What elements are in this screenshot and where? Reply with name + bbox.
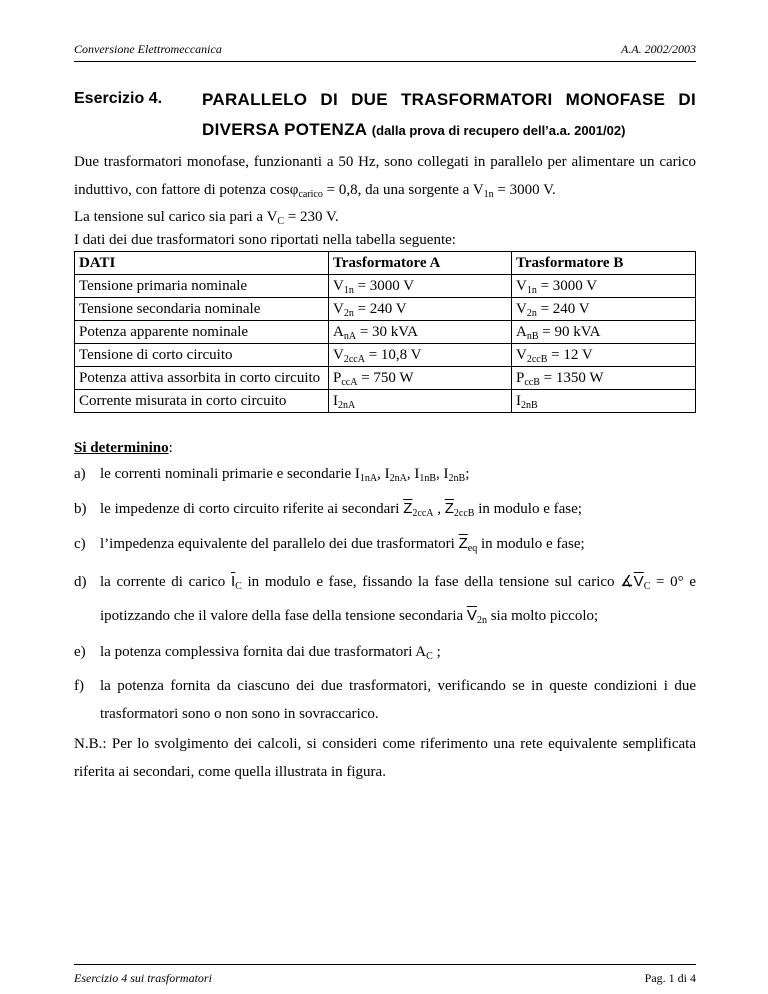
note-paragraph: N.B.: Per lo svolgimento dei calcoli, si consideri come riferimento una rete equivalente semplificata riferita ai secondari, come quella illustrata in figura. <box>74 736 696 780</box>
load-voltage-sentence: La tensione sul carico sia pari a $V_C = 230$ V. <box>74 209 339 227</box>
header-year: A.A. 2002/2003 <box>621 42 696 56</box>
transformer-data-table <box>74 251 696 413</box>
intro-paragraph: Due trasformatori monofase, funzionanti a 50 Hz, sono collegati in parallelo per alimentare un carico induttivo, con fattore di potenza cosφ$_{carico}$ = 0,8, da una sorgente a $V_{1n} = 3000$ V. <box>74 154 696 200</box>
table-row: Potenza apparente nominale $A_{nA} = 30$ kVA $A_{nB} = 90$ kVA <box>75 321 696 344</box>
list-item: f) la potenza fornita da ciascuno dei due trasformatori, verificando se in queste condizioni i due trasformatori sono o non sono in sovraccarico. <box>74 678 696 722</box>
list-item: a) le correnti nominali primarie e secondarie $I_{1nA}$, $I_{2nA}$, $I_{1nB}$, $I_{2nB}$; <box>74 466 470 484</box>
determine-heading: Si determinino: <box>74 440 173 456</box>
table-row: Tensione secondaria nominale $V_{2n} = 240$ V $V_{2n} = 240$ V <box>75 298 696 321</box>
table-row: Potenza attiva assorbita in corto circuito $P_{ccA} = 750$ W $P_{ccB} = 1350$ W <box>75 367 696 390</box>
page-footer <box>74 964 696 986</box>
list-item: b) le impedenze di corto circuito riferite ai secondari $\overline{Z}_{2ccA}$ , $\overline{Z}_{2ccB}$ in modulo e fase; <box>74 500 582 519</box>
title-note: (dalla prova di recupero dell’a.a. 2001/02) <box>371 123 626 138</box>
page-number: Pag. 1 di 4 <box>644 971 696 985</box>
title-line-2: DIVERSA POTENZA (dalla prova di recupero dell’a.a. 2001/02) <box>202 120 626 139</box>
page-header <box>74 42 696 62</box>
table-header-row <box>75 252 696 275</box>
table-header: Trasformatore A <box>329 252 512 275</box>
list-item: c) l’impedenza equivalente del parallelo dei due trasformatori $\overline{Z}_{eq}$ in modulo e fase; <box>74 535 585 554</box>
title-line-1: PARALLELO DI DUE TRASFORMATORI MONOFASE DI <box>202 90 696 109</box>
table-row: Tensione primaria nominale $V_{1n} = 3000$ V $V_{1n} = 3000$ V <box>75 275 696 298</box>
table-row: Tensione di corto circuito $V_{2ccA} = 10,8$ V $V_{2ccB} = 12$ V <box>75 344 696 367</box>
exercise-number: Esercizio 4. <box>74 90 163 107</box>
table-header: Trasformatore B <box>512 252 696 275</box>
header-course: Conversione Elettromeccanica <box>74 42 222 56</box>
table-row: Corrente misurata in corto circuito $I_{2nA}$ $I_{2nB}$ <box>75 390 696 413</box>
table-intro: I dati dei due trasformatori sono riportati nella tabella seguente: <box>74 232 456 248</box>
footer-title: Esercizio 4 sui trasformatori <box>74 971 212 985</box>
list-item: e) la potenza complessiva fornita dai due trasformatori $A_C$ ; <box>74 644 441 662</box>
table-header: DATI <box>75 252 329 275</box>
list-item: d) la corrente di carico $\overline{I}_C$ in modulo e fase, fissando la fase della tensione sul carico $∡\overline{V}_C = 0^\circ$ e ipotizzando che il valore della fase della tensione secondaria $\overline{V}_{2n}$ sia molto piccolo; <box>74 573 696 626</box>
